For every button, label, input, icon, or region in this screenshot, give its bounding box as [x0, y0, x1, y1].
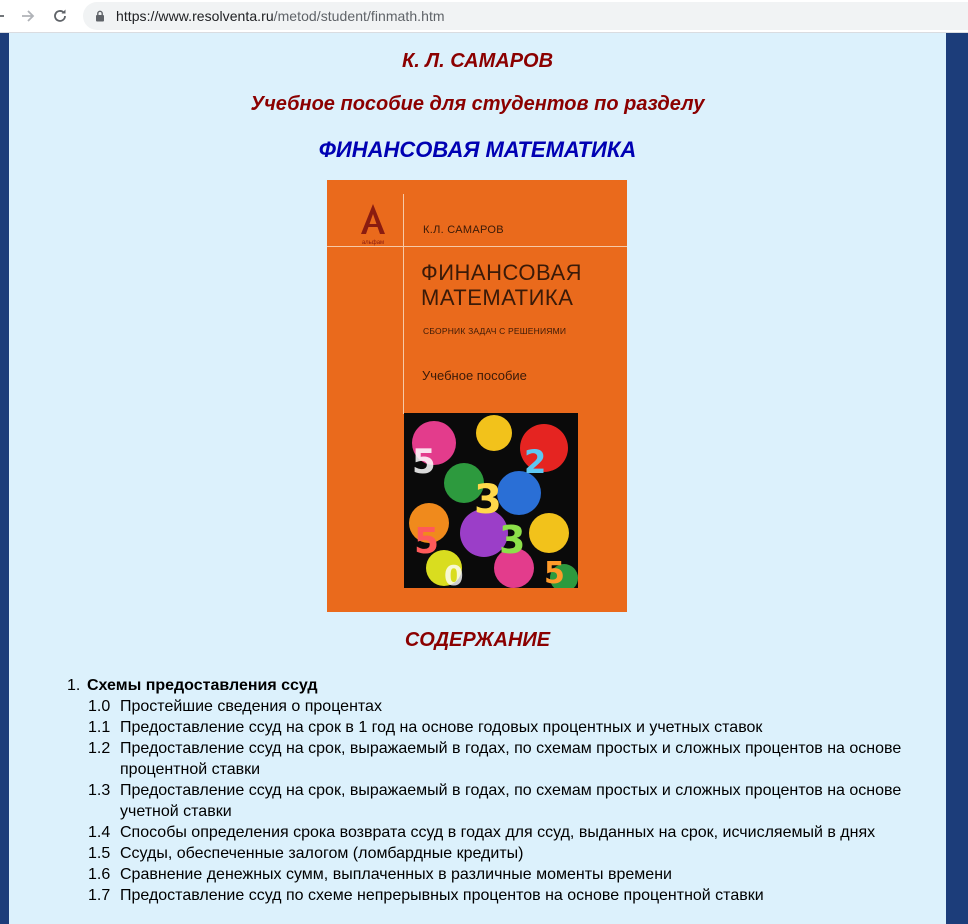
toc-item-link[interactable]: Сравнение денежных сумм, выплаченных в различные моменты времени [120, 866, 672, 883]
logo-text: альфам [361, 240, 385, 246]
toc-item[interactable] [67, 738, 927, 780]
toc-section-number: 1. [67, 677, 81, 694]
toc-section-label[interactable]: Схемы предоставления ссуд [87, 677, 318, 694]
back-button[interactable] [0, 4, 10, 28]
cover-author: К.Л. САМАРОВ [423, 224, 504, 236]
toc-item-number: 1.4 [88, 824, 111, 841]
reload-button[interactable] [48, 4, 72, 28]
svg-text:2: 2 [524, 443, 547, 481]
url-path: /metod/student/finmath.htm [273, 8, 445, 24]
reload-icon [51, 7, 69, 25]
toc-item-number: 1.6 [88, 866, 111, 883]
page-content [9, 33, 946, 924]
cover-type: Учебное пособие [422, 368, 527, 383]
cover-numbers-artwork [404, 413, 578, 588]
toc-item-link[interactable]: Способы определения срока возврата ссуд в годах для ссуд, выданных на срок, исчисляемый в днях [120, 824, 876, 841]
toc-item[interactable] [67, 717, 927, 738]
author-heading: К. Л. САМАРОВ [401, 50, 554, 72]
toc-item[interactable] [67, 843, 927, 864]
main-title: ФИНАНСОВАЯ МАТЕМАТИКА [318, 137, 637, 162]
svg-text:0: 0 [444, 559, 464, 588]
publisher-logo [355, 202, 391, 246]
toc-item[interactable] [67, 885, 927, 906]
svg-text:3: 3 [499, 518, 526, 562]
url-text[interactable] [116, 8, 445, 24]
cover-title-line1: ФИНАНСОВАЯ [421, 260, 583, 285]
lock-icon [93, 9, 107, 23]
svg-text:3: 3 [474, 477, 502, 523]
address-bar[interactable] [83, 2, 968, 30]
svg-text:5: 5 [412, 442, 436, 482]
svg-text:5: 5 [544, 556, 565, 588]
forward-button[interactable] [16, 4, 40, 28]
cover-vertical-rule [403, 194, 404, 414]
cover-horizontal-rule [327, 246, 627, 247]
book-cover-image [327, 180, 627, 612]
toc-item[interactable] [67, 864, 927, 885]
toc-item-number: 1.7 [88, 887, 111, 904]
toc-item-link[interactable]: Предоставление ссуд на срок в 1 год на основе годовых процентных и учетных ставок [120, 719, 763, 736]
toc-item-number: 1.2 [88, 740, 111, 757]
toc-item-link[interactable]: Ссуды, обеспеченные залогом (ломбардные кредиты) [120, 845, 524, 862]
toc-item-link[interactable]: Простейшие сведения о процентах [120, 698, 382, 715]
toc-item-number: 1.3 [88, 782, 111, 799]
toc-item[interactable] [67, 696, 927, 717]
svg-text:5: 5 [414, 521, 440, 562]
toc-item-link[interactable]: Предоставление ссуд на срок, выражаемый в годах, по схемам простых и сложных процентов на основе процентной ставки [120, 740, 902, 778]
cover-title-line2: МАТЕМАТИКА [421, 285, 574, 310]
toc-item-link[interactable]: Предоставление ссуд по схеме непрерывных процентов на основе процентной ставки [120, 887, 764, 904]
cover-title [421, 260, 621, 310]
subtitle-heading: Учебное пособие для студентов по разделу [250, 93, 705, 115]
arrow-left-icon [0, 8, 6, 24]
arrow-right-icon [20, 8, 36, 24]
toc-item[interactable] [67, 780, 927, 822]
toc-item[interactable] [67, 822, 927, 843]
toc-item-number: 1.1 [88, 719, 111, 736]
toc-item-number: 1.5 [88, 845, 111, 862]
cover-subtitle: СБОРНИК ЗАДАЧ С РЕШЕНИЯМИ [423, 326, 567, 336]
toc-section [67, 675, 927, 696]
browser-toolbar [0, 0, 968, 33]
table-of-contents [67, 675, 927, 906]
toc-item-link[interactable]: Предоставление ссуд на срок, выражаемый в годах, по схемам простых и сложных процентов на основе учетной ставки [120, 782, 902, 820]
url-host: https://www.resolventa.ru [116, 8, 274, 24]
toc-item-number: 1.0 [88, 698, 111, 715]
contents-heading: СОДЕРЖАНИЕ [404, 629, 551, 651]
